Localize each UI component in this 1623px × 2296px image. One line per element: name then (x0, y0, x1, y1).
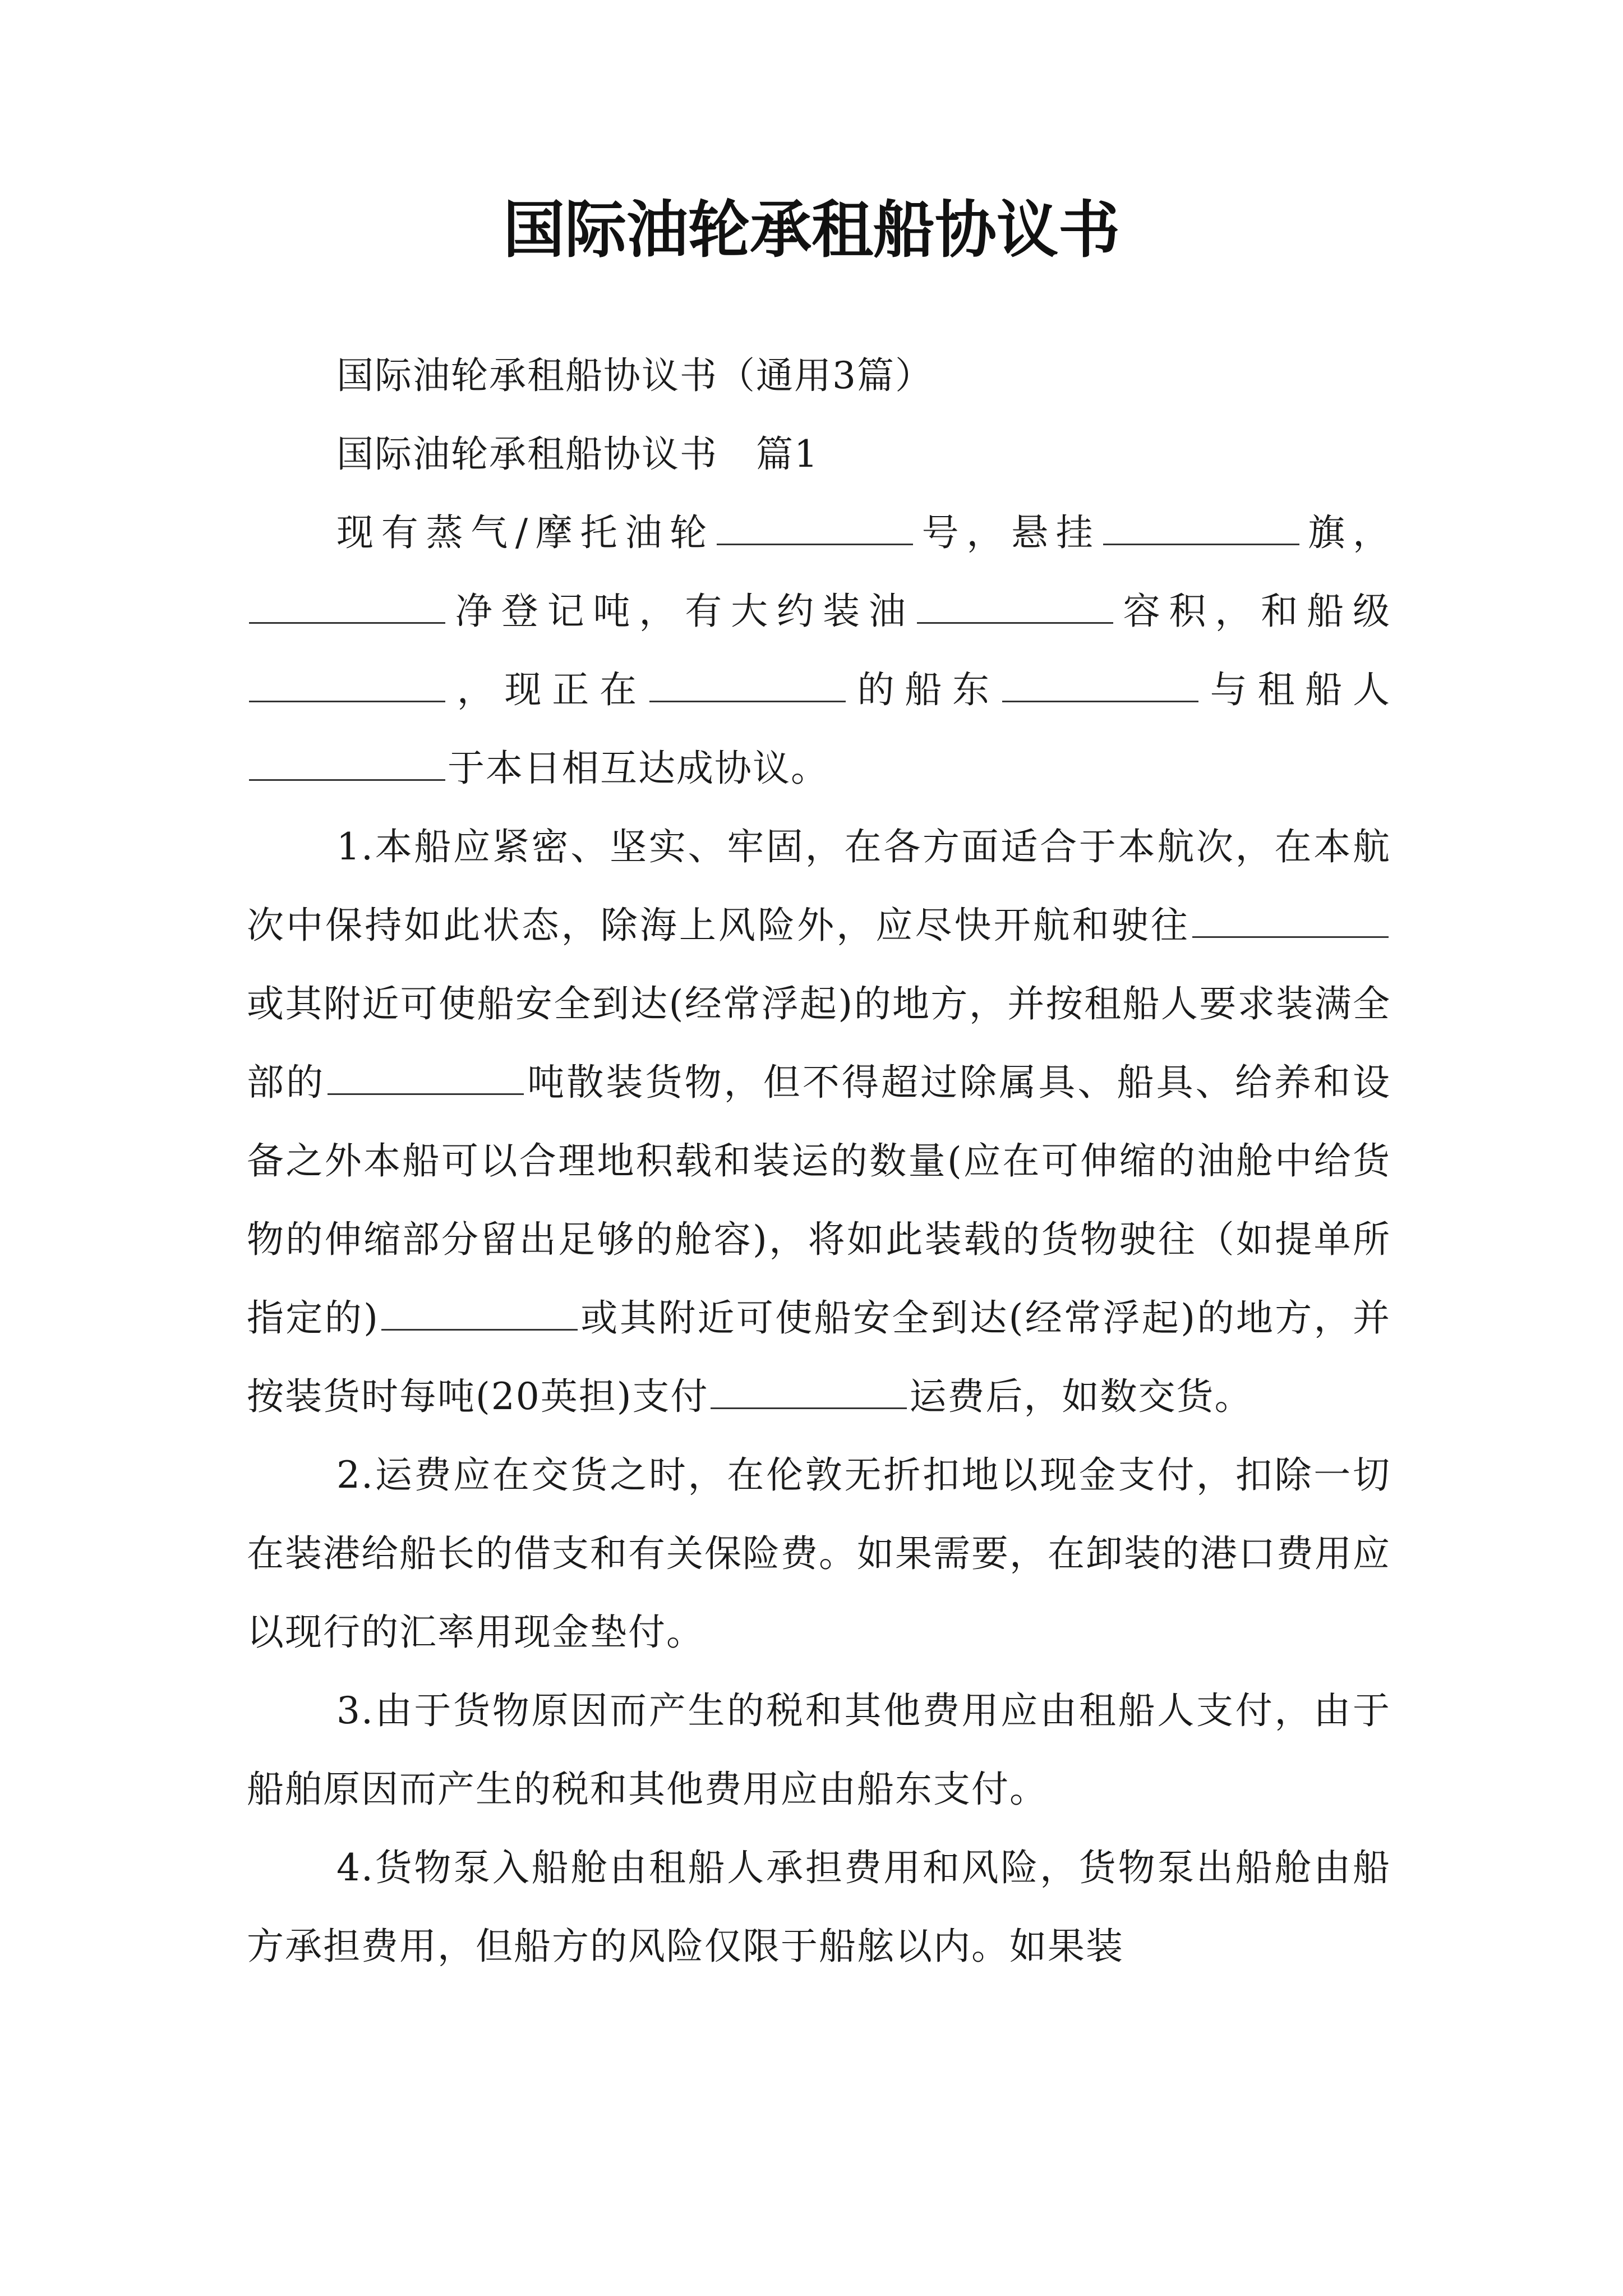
clause-1-text-5: 运费后，如数交货。 (909, 1375, 1253, 1418)
clause-1-text-3: 吨散装货物，但不得超过除属具、船具、给养和设备之外本船可以合理地积载和装运的数量(应在可伸缩的油舱中给货物的伸缩部分留出足够的舱容)，将如此装载的货物驶往（如提单所指定的) (247, 1061, 1391, 1340)
intro-text-9: 于本日相互达成协议。 (448, 747, 829, 790)
blank-line (249, 779, 445, 781)
clause-1-text-1: 1.本船应紧密、坚实、牢固，在各方面适合于本航次，在本航次中保持如此状态，除海上风险外，应尽快开航和驶往 (247, 825, 1391, 947)
section-heading: 国际油轮承租船协议书 篇1 (336, 432, 819, 476)
intro-text-1: 现有蒸气/摩托油轮 (336, 511, 714, 554)
intro-text-4: 净登记吨，有大约装油 (448, 590, 915, 633)
blank-line (1002, 700, 1198, 702)
blank-line (249, 622, 445, 624)
document-body (247, 337, 1391, 1986)
clause-1-text-4: 或其附近可使船安全到达(经常浮起)的地方，并按装货时每吨(20英担)支付 (247, 1296, 1391, 1418)
blank-line (249, 700, 445, 702)
intro-text-5: 容积，和船级 (1115, 590, 1391, 633)
clause-4-paragraph: 4.货物泵入船舱由租船人承担费用和风险，货物泵出船舱由船方承担费用，但船方的风险仅限于船舷以内。如果装 (247, 1846, 1391, 1968)
blank-line (711, 1407, 907, 1409)
clause-1-text-2: 或其附近可使船安全到达(经常浮起)的地方，并按租船人要求装满全部的 (247, 982, 1391, 1104)
blank-line (381, 1328, 578, 1331)
intro-text-3: 旗， (1301, 511, 1391, 554)
intro-paragraph (247, 494, 1391, 808)
blank-line (717, 543, 913, 545)
blank-line (649, 700, 846, 702)
blank-line (1103, 543, 1299, 545)
clause-2-paragraph: 2.运费应在交货之时，在伦敦无折扣地以现金支付，扣除一切在装港给船长的借支和有关保险费。如果需要，在卸装的港口费用应以现行的汇率用现金垫付。 (247, 1453, 1391, 1654)
intro-text-8: 与租船人 (1200, 668, 1391, 711)
clause-1-paragraph (247, 808, 1391, 1436)
blank-line (917, 622, 1113, 624)
clause-3-paragraph: 3.由于货物原因而产生的税和其他费用应由租船人支付，由于船舶原因而产生的税和其他费用应由船东支付。 (247, 1689, 1391, 1811)
document-subtitle: 国际油轮承租船协议书（通用3篇） (336, 354, 933, 397)
intro-text-2: 号，悬挂 (915, 511, 1101, 554)
intro-text-7: 的船东 (847, 668, 1000, 711)
document-title: 国际油轮承租船协议书 (503, 194, 1120, 266)
intro-text-6: ，现正在 (448, 668, 647, 711)
blank-line (328, 1093, 524, 1095)
blank-line (1192, 936, 1389, 938)
